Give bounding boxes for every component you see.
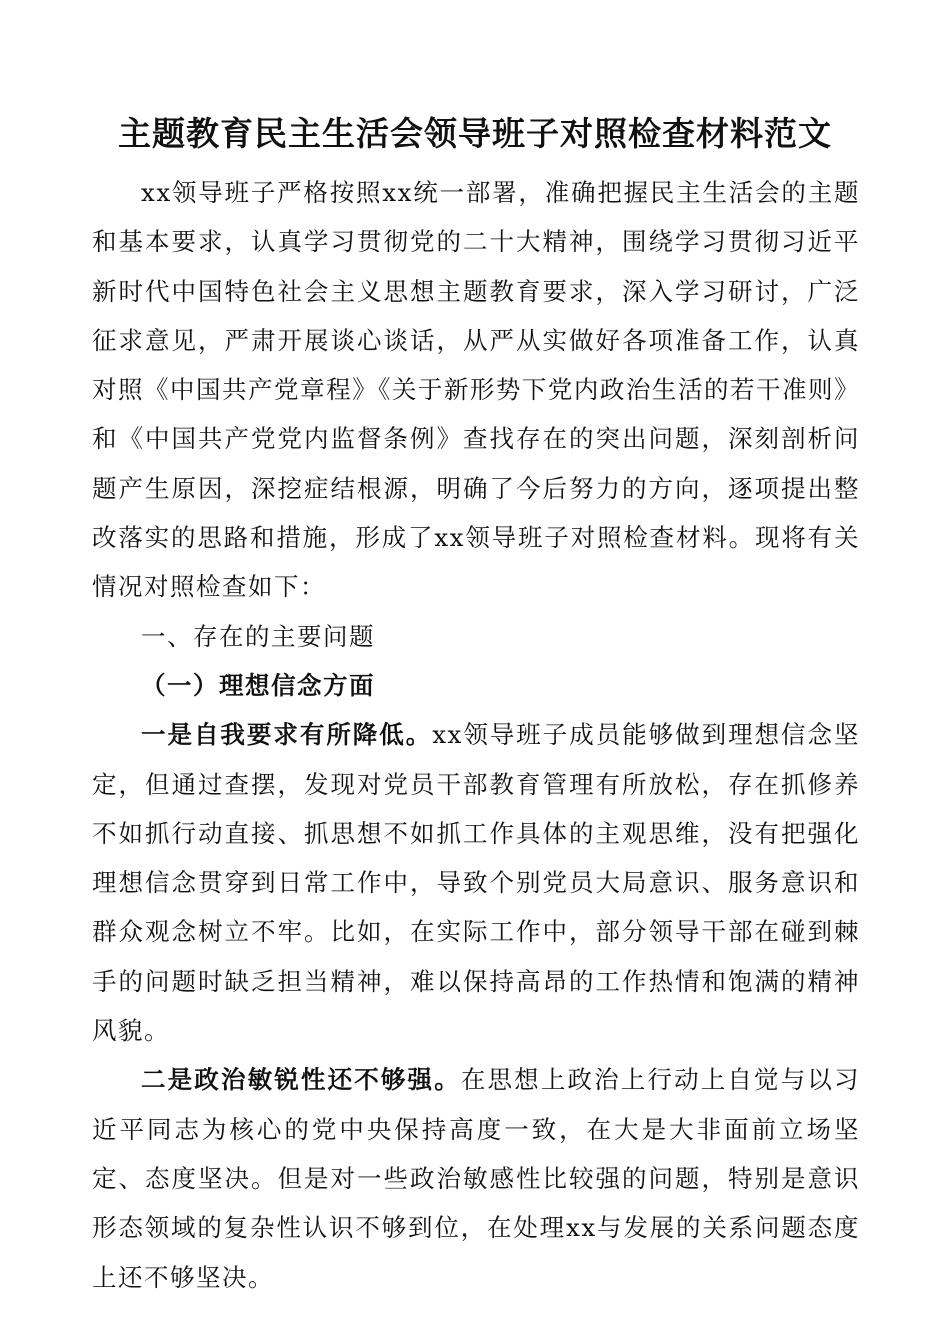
point-2-lead: 二是政治敏锐性还不够强。: [141, 1065, 461, 1095]
section-heading: 一、存在的主要问题: [141, 621, 375, 651]
point-paragraph-2: [92, 1055, 860, 1301]
document-title: 主题教育民主生活会领导班子对照检查材料范文: [118, 114, 832, 153]
document-body: [92, 168, 860, 1302]
point-2-text: 在思想上政治上行动上自觉与以习近平同志为核心的党中央保持高度一致，在大是大非面前立场坚定、态度坚决。但是对一些政治敏感性比较强的问题，特别是意识形态领域的复杂性认识不够到位，在处理xx与发展的关系问题态度上还不够坚决。: [92, 1065, 861, 1292]
point-1-lead: 一是自我要求有所降低。: [141, 720, 433, 750]
point-paragraph-1: [92, 710, 860, 1055]
intro-paragraph: xx领导班子严格按照xx统一部署，准确把握民主生活会的主题和基本要求，认真学习贯彻党的二十大精神，围绕学习贯彻习近平新时代中国特色社会主义思想主题教育要求，深入学习研讨，广泛征求意见，严肃开展谈心谈话，从严从实做好各项准备工作，认真对照《中国共产党章程》《关于新形势下党内政治生活的若干准则》和《中国共产党党内监督条例》查找存在的突出问题，深刻剖析问题产生原因，深挖症结根源，明确了今后努力的方向，逐项提出整改落实的思路和措施，形成了xx领导班子对照检查材料。现将有关情况对照检查如下：: [92, 178, 860, 602]
subsection-heading: （一）理想信念方面: [141, 670, 375, 700]
point-1-text: xx领导班子成员能够做到理想信念坚定，但通过查摆，发现对党员干部教育管理有所放松，存在抓修养不如抓行动直接、抓思想不如抓工作具体的主观思维，没有把强化理想信念贯穿到日常工作中，导致个别党员大局意识、服务意识和群众观念树立不牢。比如，在实际工作中，部分领导干部在碰到棘手的问题时缺乏担当精神，难以保持高昂的工作热情和饱满的精神风貌。: [92, 720, 860, 1046]
